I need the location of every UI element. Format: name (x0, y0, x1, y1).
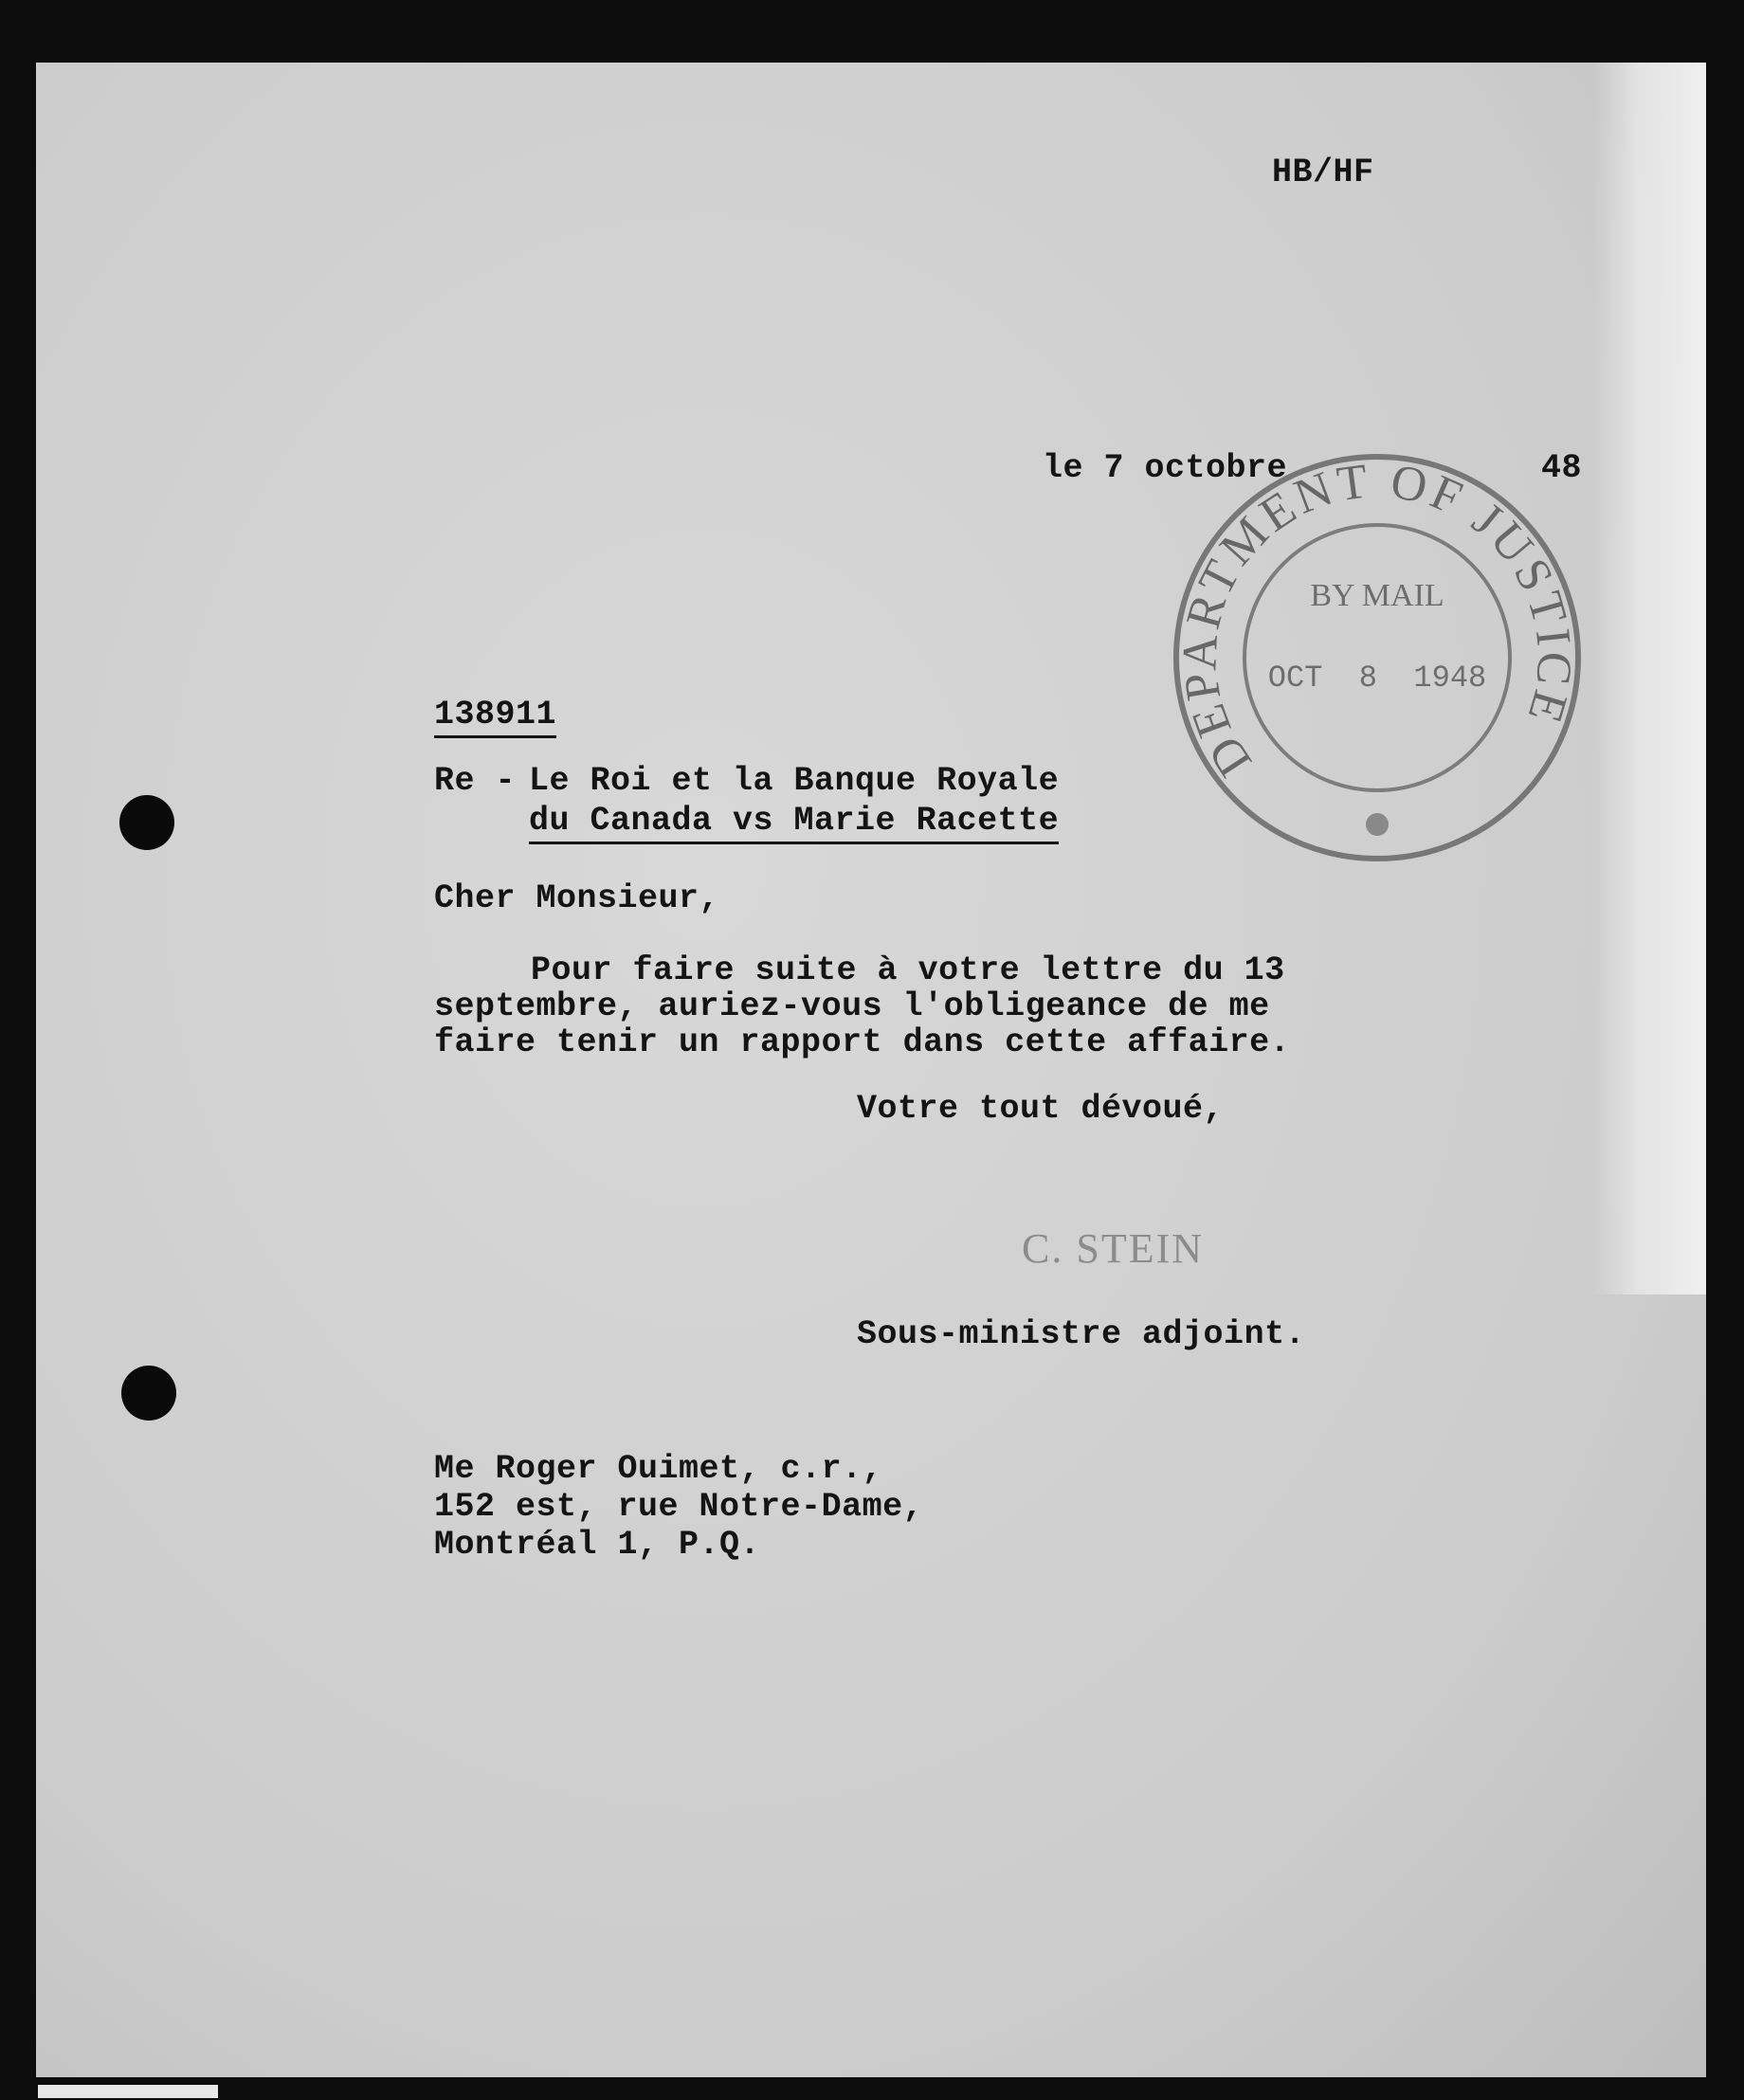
stamp-by-mail: BY MAIL (1310, 578, 1444, 613)
recipient-line-2: 152 est, rue Notre-Dame, (434, 1488, 924, 1526)
letter-page (36, 63, 1706, 2077)
file-number (434, 696, 556, 733)
subject-line-2-text: du Canada vs Marie Racette (529, 802, 1059, 844)
subject-line-1: Le Roi et la Banque Royale (529, 762, 1060, 800)
salutation: Cher Monsieur, (434, 879, 720, 917)
signatory-title: Sous-ministre adjoint. (857, 1315, 1306, 1353)
punch-hole-bottom (121, 1366, 176, 1421)
signature-stamp: C. STEIN (1022, 1225, 1204, 1272)
subject-line-2 (529, 802, 1059, 840)
recipient-line-3: Montréal 1, P.Q. (434, 1526, 761, 1564)
recipient-line-1: Me Roger Ouimet, c.r., (434, 1450, 883, 1488)
punch-hole-top (119, 795, 174, 850)
torn-edge (1592, 63, 1706, 1294)
reference-initials: HB/HF (1272, 154, 1374, 191)
re-label: Re - (434, 762, 517, 800)
body-line-3: faire tenir un rapport dans cette affaire. (434, 1023, 1291, 1061)
closing: Votre tout dévoué, (857, 1090, 1225, 1128)
date-text: le 7 octobre (1043, 449, 1288, 487)
date-year: 48 (1541, 449, 1583, 487)
department-of-justice-stamp (1169, 449, 1586, 866)
file-number-text: 138911 (434, 696, 556, 738)
margin-tab (38, 2085, 218, 2098)
body-line-1: Pour faire suite à votre lettre du 13 (531, 951, 1285, 989)
stamp-ring-text: DEPARTMENT OF JUSTICE (1172, 454, 1582, 787)
body-line-2: septembre, auriez-vous l'obligeance de me (434, 987, 1270, 1025)
stamp-date: OCT 8 1948 (1267, 661, 1487, 696)
